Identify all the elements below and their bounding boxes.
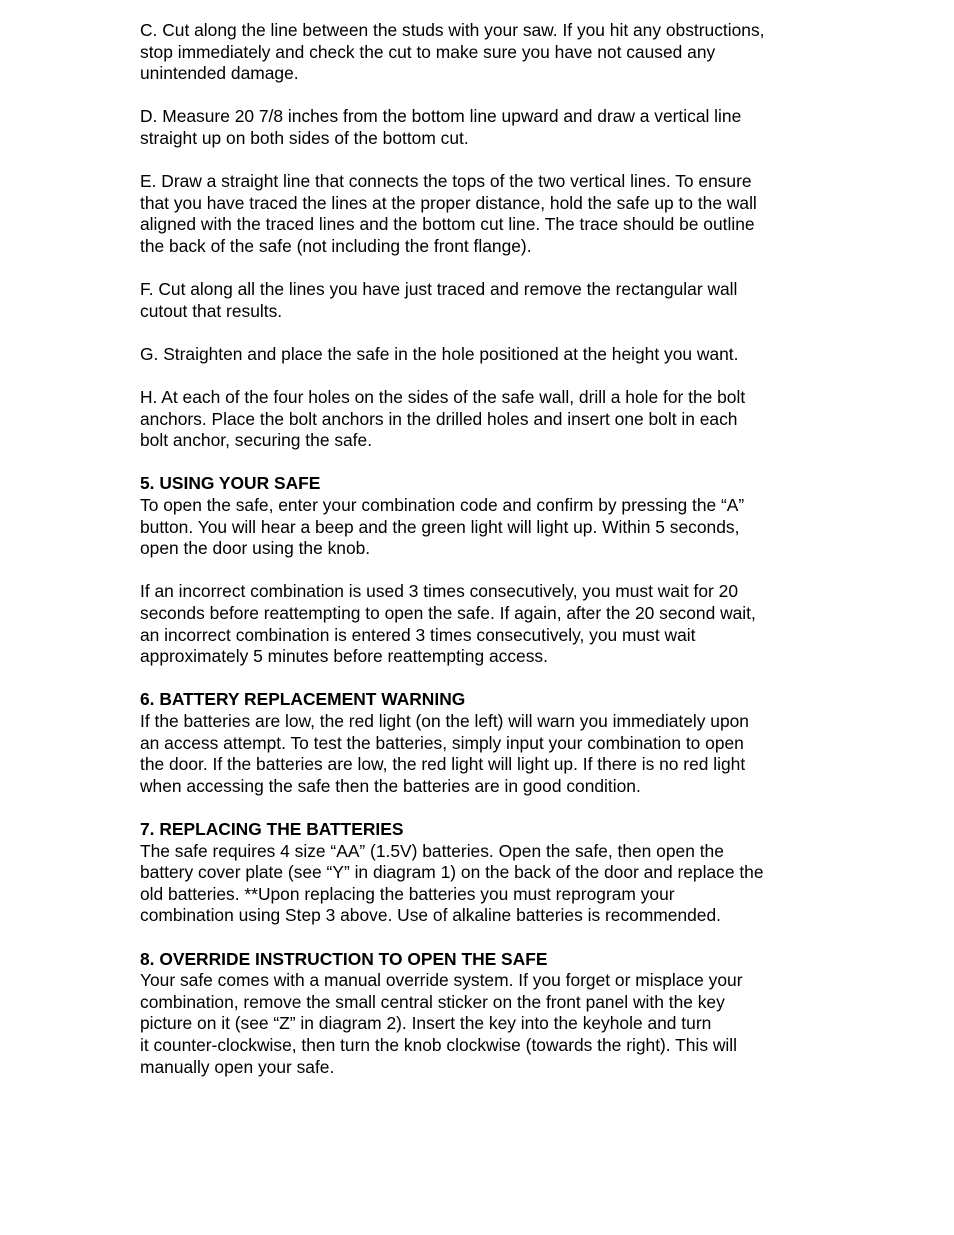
paragraph-spacer bbox=[140, 258, 840, 280]
section-paragraph: To open the safe, enter your combination code and confirm by pressing the “A” button. You will hear a beep and the green light will light up. Within 5 seconds, open the door using the knob. bbox=[140, 495, 745, 559]
paragraph-spacer bbox=[140, 927, 840, 949]
section-paragraph: The safe requires 4 size “AA” (1.5V) batteries. Open the safe, then open the battery cover plate (see “Y” in diagram 1) on the back of the door and replace the old batteries. **Upon replacing the batteries you must reprogram your combination using Step 3 above. Use of alkaline batteries is recommended. bbox=[140, 840, 764, 926]
section-paragraph: If an incorrect combination is used 3 times consecutively, you must wait for 20 seconds before reattempting to open the safe. If again, after the 20 second wait, an incorrect combination is entered 3 times consecutively, you must wait approximately 5 minutes before reattempting access. bbox=[140, 581, 756, 667]
step-h: H. At each of the four holes on the sides of the safe wall, drill a hole for the bolt anchors. Place the bolt anchors in the drilled holes and insert one bolt in each bolt anchor, securing the safe. bbox=[140, 387, 746, 451]
paragraph-spacer bbox=[140, 322, 840, 344]
paragraph-spacer bbox=[140, 85, 840, 107]
section-paragraph: Your safe comes with a manual override system. If you forget or misplace your combination, remove the small central sticker on the front panel with the key picture on it (see “Z” in diagram 2). Insert the key into the keyhole and turn it counter-clockwise, then turn the knob clockwise (towards the right). This will manually open your safe. bbox=[140, 970, 743, 1077]
paragraph-spacer bbox=[140, 366, 840, 388]
section-heading-using-your-safe: 5. USING YOUR SAFE bbox=[140, 473, 321, 494]
step-c: C. Cut along the line between the studs with your saw. If you hit any obstructions, stop immediately and check the cut to make sure you have not caused any unintended damage. bbox=[140, 20, 765, 84]
step-e: E. Draw a straight line that connects the tops of the two vertical lines. To ensure that you have traced the lines at the proper distance, hold the safe up to the wall aligned with the traced lines and the bottom cut line. The trace should be outline the back of the safe (not including the front flange). bbox=[140, 171, 757, 256]
paragraph-spacer bbox=[140, 797, 840, 819]
paragraph-spacer bbox=[140, 150, 840, 172]
paragraph-spacer bbox=[140, 668, 840, 690]
document-page bbox=[140, 20, 840, 1078]
section-heading-override-instruction: 8. OVERRIDE INSTRUCTION TO OPEN THE SAFE bbox=[140, 948, 548, 969]
section-paragraph: If the batteries are low, the red light (on the left) will warn you immediately upon an access attempt. To test the batteries, simply input your combination to open the door. If the batteries are low, the red light will light up. If there is no red light when accessing the safe then the batteries are in good condition. bbox=[140, 711, 749, 796]
section-heading-battery-warning: 6. BATTERY REPLACEMENT WARNING bbox=[140, 689, 466, 710]
step-f: F. Cut along all the lines you have just traced and remove the rectangular wall cutout that results. bbox=[140, 279, 738, 321]
step-g: G. Straighten and place the safe in the hole positioned at the height you want. bbox=[140, 343, 739, 364]
step-d: D. Measure 20 7/8 inches from the bottom line upward and draw a vertical line straight up on both sides of the bottom cut. bbox=[140, 106, 742, 148]
paragraph-spacer bbox=[140, 560, 840, 582]
paragraph-spacer bbox=[140, 452, 840, 474]
section-heading-replacing-batteries: 7. REPLACING THE BATTERIES bbox=[140, 818, 404, 839]
